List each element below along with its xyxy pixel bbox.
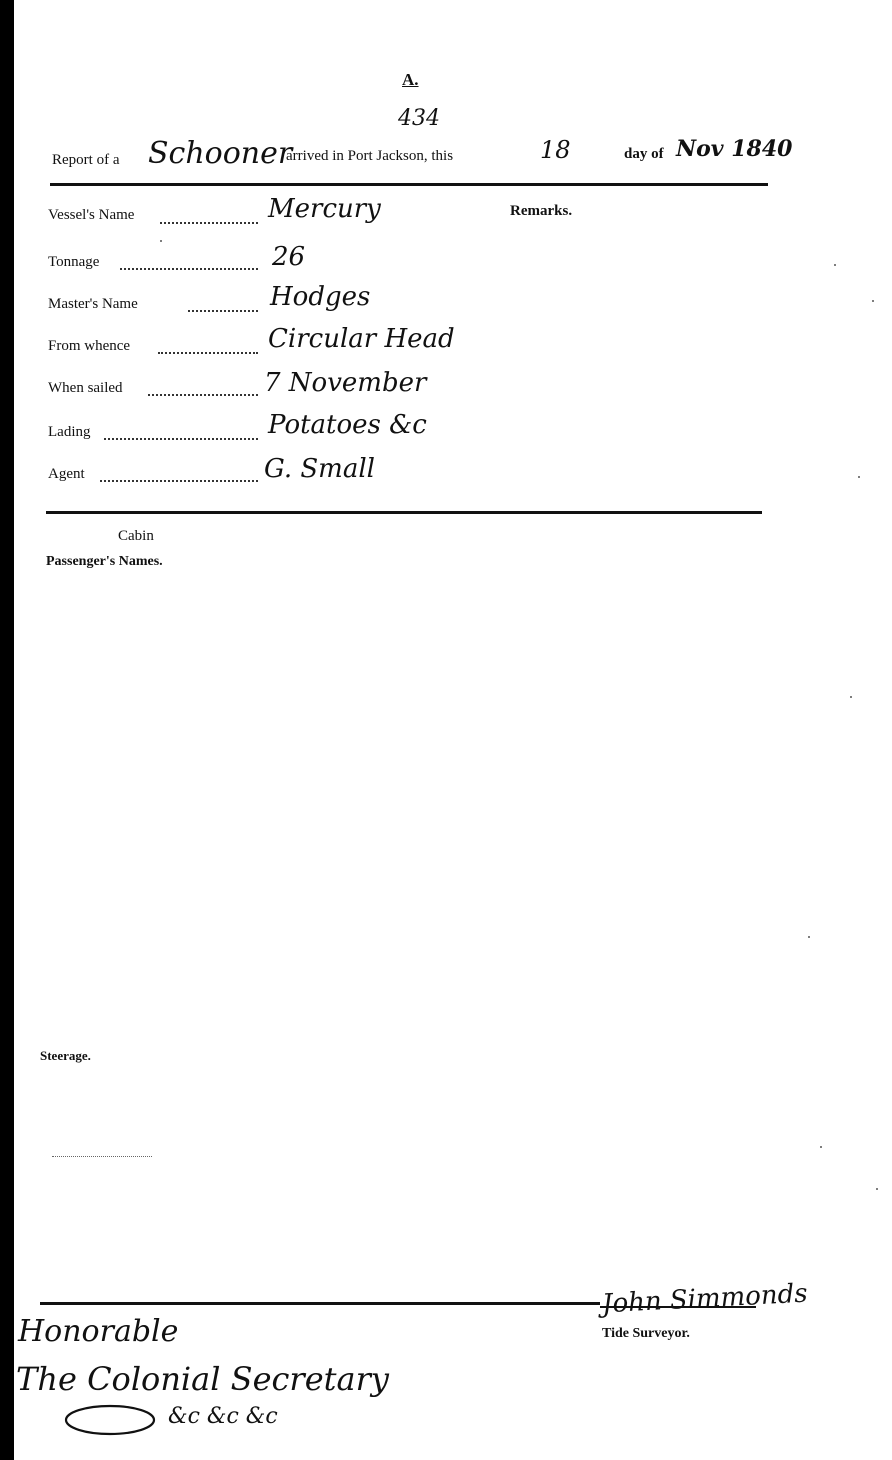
scan-speck	[850, 696, 852, 698]
address-etc: &c &c &c	[168, 1404, 278, 1429]
leader-dots	[188, 310, 258, 312]
field-value-lading: Potatoes &c	[268, 410, 427, 440]
field-value-vessel-name: Mercury	[268, 194, 381, 224]
address-colonial-secretary: The Colonial Secretary	[16, 1360, 389, 1398]
leader-dots	[100, 480, 258, 482]
field-value-when-sailed: 7 November	[264, 368, 427, 398]
flourish-mark	[60, 1398, 160, 1442]
leader-dots	[104, 438, 258, 440]
footer-rule	[40, 1302, 600, 1305]
remarks-label: Remarks.	[510, 203, 573, 219]
passenger-names-label: Passenger's Names.	[46, 554, 163, 569]
field-label-agent: Agent	[48, 466, 85, 482]
field-value-master-name: Hodges	[270, 282, 371, 312]
cabin-label: Cabin	[118, 528, 154, 544]
report-number: 434	[398, 106, 440, 131]
surveyor-title: Tide Surveyor.	[602, 1326, 690, 1341]
arrived-text: arrived in Port Jackson, this	[286, 148, 454, 164]
field-value-agent: G. Small	[264, 454, 375, 484]
surveyor-signature: John Simmonds	[601, 1278, 809, 1320]
field-label-master-name: Master's Name	[48, 296, 138, 312]
leader-dots	[120, 268, 258, 270]
header-rule	[50, 183, 768, 186]
steerage-label: Steerage.	[40, 1048, 91, 1063]
fields-rule	[46, 511, 762, 514]
scan-speck	[834, 264, 836, 266]
leader-dots	[160, 222, 258, 224]
scan-speck	[858, 476, 860, 478]
faint-dots	[52, 1156, 152, 1157]
report-prefix: Report of a	[52, 152, 120, 168]
address-honorable: Honorable	[18, 1314, 179, 1349]
scan-speck	[820, 1146, 822, 1148]
arrival-day: 18	[540, 136, 571, 164]
field-label-lading: Lading	[48, 424, 91, 440]
field-label-from-whence: From whence	[48, 338, 131, 354]
day-of-label: day of	[624, 146, 664, 162]
leader-dots	[158, 352, 258, 354]
field-value-from-whence: Circular Head	[268, 324, 455, 354]
month-year: Nov 1840	[676, 136, 793, 162]
scan-speck	[808, 936, 810, 938]
field-label-when-sailed: When sailed	[48, 380, 123, 396]
leader-dots	[148, 394, 258, 396]
scan-speck	[876, 1188, 878, 1190]
form-letter: A.	[402, 70, 419, 89]
field-label-vessel-name: Vessel's Name	[48, 207, 135, 223]
field-label-tonnage: Tonnage	[48, 254, 100, 270]
field-value-tonnage: 26	[272, 242, 306, 272]
scan-edge-shadow	[0, 0, 14, 1460]
scan-speck	[872, 300, 874, 302]
vessel-type: Schooner	[148, 136, 293, 171]
scan-speck	[160, 240, 162, 242]
